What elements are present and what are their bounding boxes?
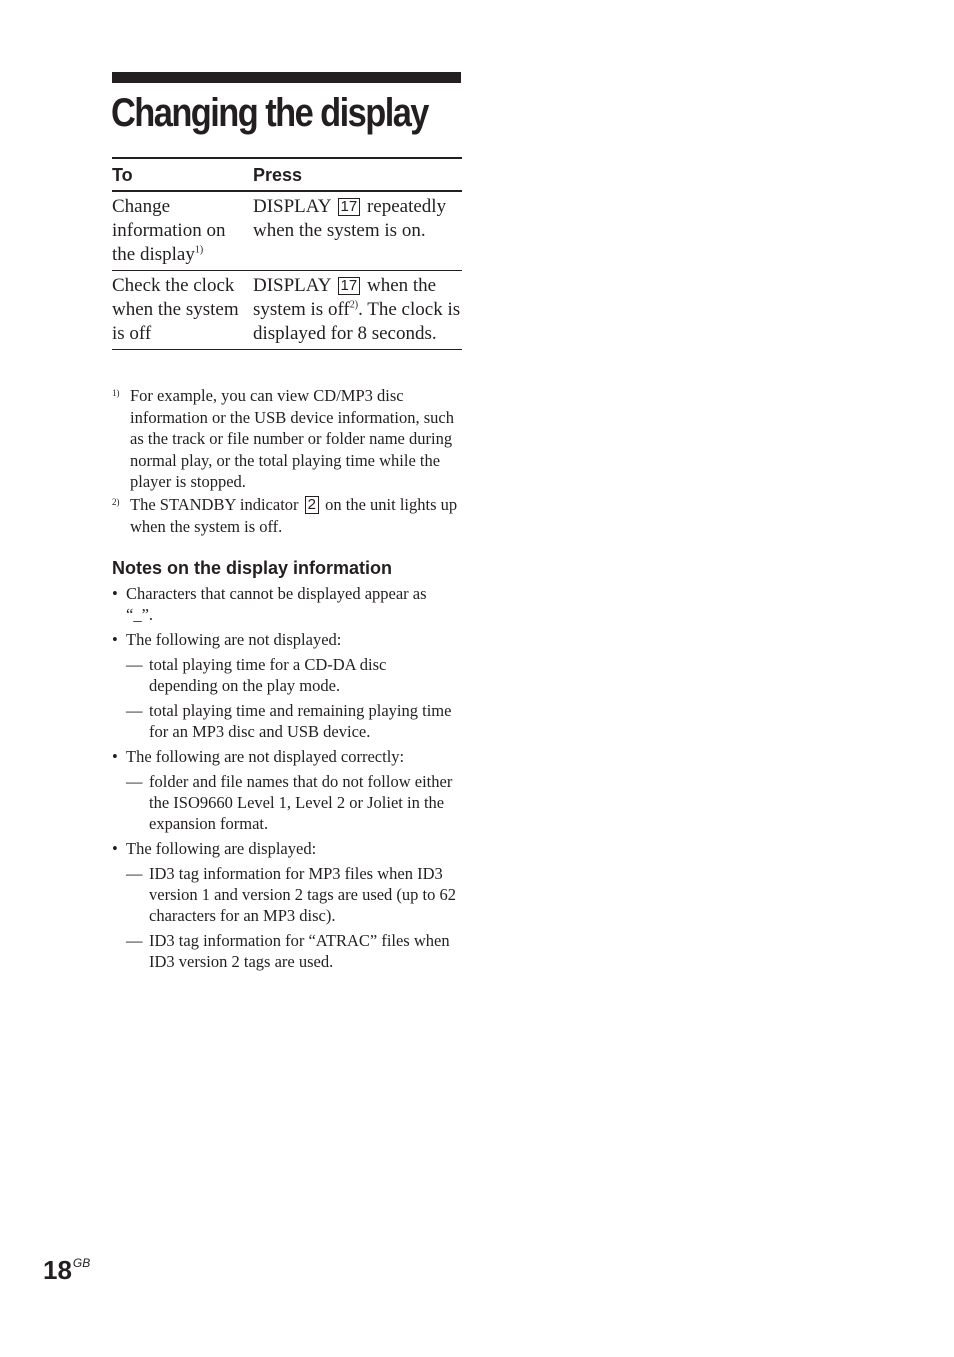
list-item: [112, 583, 457, 625]
bullet-marker: •: [112, 839, 118, 858]
button-name: DISPLAY: [253, 196, 331, 217]
footnote: [112, 385, 462, 493]
dash-marker: —: [126, 701, 143, 720]
table-row: [112, 191, 462, 271]
cell-text: Change information on the display: [112, 196, 226, 265]
cell-text: when the system is off: [253, 275, 437, 320]
key-number-badge: 2: [305, 496, 319, 514]
list-item: [112, 746, 457, 767]
display-table: [112, 157, 462, 350]
footnote-ref: 1): [194, 244, 204, 256]
dash-marker: —: [126, 772, 143, 791]
sub-list-item: [112, 654, 457, 696]
sub-list-item: [112, 863, 457, 926]
sub-list-item-text: total playing time for a CD-DA disc depending on the play mode.: [149, 655, 387, 695]
page-number: [43, 1246, 90, 1287]
footnote-ref: 2): [349, 299, 359, 311]
key-number-badge: 17: [338, 277, 361, 295]
column-header-press: Press: [253, 158, 462, 191]
page-number-value: 18: [43, 1255, 72, 1285]
bullet-marker: •: [112, 747, 118, 766]
dash-marker: —: [126, 864, 143, 883]
list-item-text: The following are not displayed correctly:: [126, 747, 405, 766]
list-item-text: The following are not displayed:: [126, 630, 342, 649]
footnote-text: For example, you can view CD/MP3 disc information or the USB device information, such as the track or file number or folder name during normal play, or the total playing time while the player is stopped.: [130, 386, 454, 491]
button-name: DISPLAY: [253, 275, 331, 296]
sub-list-item-text: total playing time and remaining playing time for an MP3 disc and USB device.: [149, 701, 452, 741]
footnote-text-part: on the unit lights up when the system is off.: [130, 495, 458, 536]
page-title: Changing the display: [111, 91, 428, 135]
page-number-suffix: GB: [72, 1256, 91, 1270]
cell-text: Check the clock when the system is off: [112, 275, 239, 344]
cell-text: repeatedly when the system is on.: [253, 196, 447, 241]
sub-list-item: [112, 700, 457, 742]
table-header-row: [112, 158, 462, 191]
dash-marker: —: [126, 931, 143, 950]
footnote-text-part: The STANDBY indicator: [130, 495, 299, 514]
table-cell-press: [253, 191, 462, 271]
bullet-marker: •: [112, 584, 118, 603]
list-item: [112, 838, 457, 859]
list-item-text: Characters that cannot be displayed appear as “_”.: [126, 584, 427, 624]
list-item: [112, 629, 457, 650]
footnote-marker: 2): [112, 497, 120, 507]
section-rule: [112, 72, 461, 83]
footnote-marker: 1): [112, 388, 120, 398]
table-cell-press: [253, 271, 462, 350]
bullet-marker: •: [112, 630, 118, 649]
sub-list-item-text: ID3 tag information for MP3 files when ID3 version 1 and version 2 tags are used (up to 62 characters for an MP3 disc).: [149, 864, 457, 925]
sub-list-item-text: folder and file names that do not follow either the ISO9660 Level 1, Level 2 or Joliet in the expansion format.: [149, 772, 453, 833]
notes-heading: Notes on the display information: [112, 558, 393, 578]
column-header-to: To: [112, 158, 253, 191]
cell-text: . The clock is displayed for 8 seconds.: [253, 299, 461, 344]
sub-list-item: [112, 930, 457, 972]
footnote-text: [130, 494, 462, 537]
key-number-badge: 17: [338, 198, 361, 216]
sub-list-item: [112, 771, 457, 834]
table-cell-to: [112, 191, 253, 271]
table-cell-to: [112, 271, 253, 350]
table-row: [112, 271, 462, 350]
notes-list: [112, 583, 457, 976]
dash-marker: —: [126, 655, 143, 674]
sub-list-item-text: ID3 tag information for “ATRAC” files when ID3 version 2 tags are used.: [149, 931, 450, 971]
footnote: [112, 494, 462, 537]
list-item-text: The following are displayed:: [126, 839, 317, 858]
